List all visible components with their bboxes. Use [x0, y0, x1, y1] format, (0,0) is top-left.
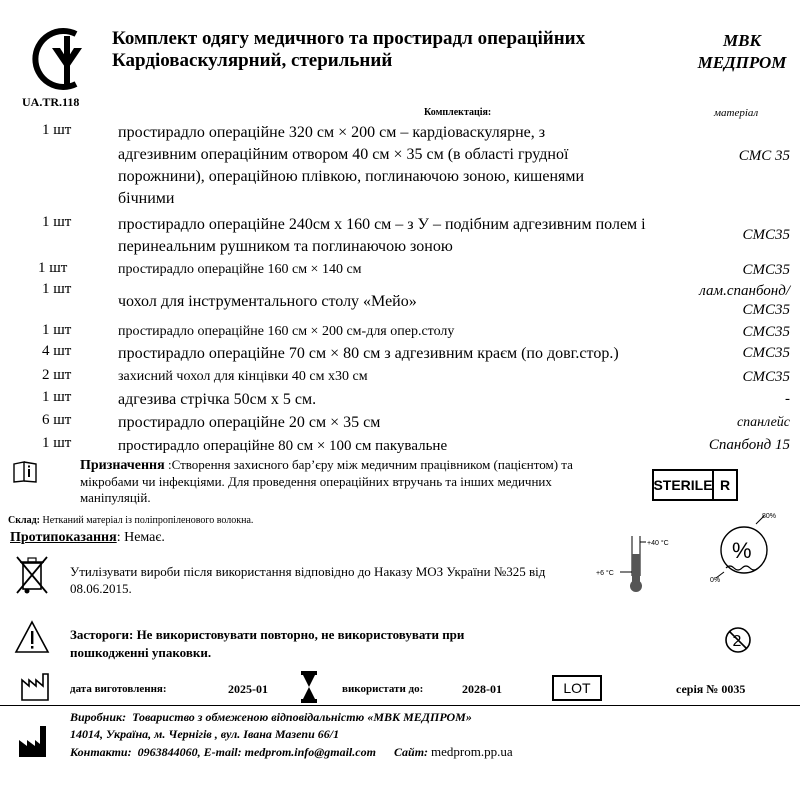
brand-line-1: МВК [723, 31, 761, 50]
row-description: простирадло операційне 160 см × 140 см [118, 262, 362, 277]
temperature-max: +40 °С [647, 540, 669, 547]
humidity-min: 0% [710, 577, 721, 584]
lot-badge: LOT [552, 675, 602, 701]
hourglass-icon [300, 670, 318, 704]
row-description: простирадло операційне 70 см × 80 см з адгезивним краєм (по довг.стор.) [118, 345, 619, 362]
contents-heading: Комплектація: [424, 107, 492, 118]
composition-text: Нетканий матеріал із поліпропіленового волокна. [39, 515, 254, 526]
email-label: E-mail: [203, 745, 242, 759]
row-description: простирадло операційне 160 см × 200 см-для опер.столу [118, 324, 455, 339]
brand-line-2: МЕДПРОМ [697, 53, 787, 72]
warning-label: Застороги [70, 627, 129, 642]
row-quantity: 1 шт [38, 260, 68, 276]
manufacturer-address: 14014, Україна, м. Чернігів , вул. Івана Мазепи 66/1 [70, 727, 340, 741]
series-value: 0035 [721, 682, 746, 696]
warning-text: : Не використовувати повторно, не використовувати при пошкодженні упаковки. [70, 627, 465, 660]
single-use-symbol: 2 [732, 633, 742, 650]
brand-name [692, 30, 792, 74]
humidity-max: 80% [762, 513, 777, 520]
row-description: чохол для інструментального столу «Мейо» [118, 293, 417, 310]
row-quantity: 1 шт [42, 281, 72, 297]
site-label: Сайт: [393, 745, 429, 759]
row-quantity: 2 шт [42, 367, 72, 383]
humidity-symbol: % [732, 538, 752, 563]
instructions-book-icon [12, 460, 38, 484]
contacts-line [70, 744, 513, 760]
material-heading: матеріал [714, 107, 759, 119]
ua-conformity-mark-icon [30, 26, 102, 92]
email-link[interactable]: medprom.info@gmail.com [244, 745, 376, 759]
page-title [112, 28, 585, 72]
certification-code: UA.TR.118 [22, 95, 80, 109]
contraindications-line [10, 530, 165, 546]
row-quantity: 1 шт [42, 122, 72, 138]
purpose-block [80, 457, 590, 506]
series-line [676, 682, 745, 697]
manufacturer-name: Товариство з обмеженою відповідальністю «МВК МЕДПРОМ» [132, 710, 472, 724]
row-material: СМС35 [742, 262, 790, 278]
disposal-text: Утилізувати вироби після використання відповідно до Наказу МОЗ України №325 від 08.06.2015. [70, 564, 546, 596]
row-material: спанлейс [736, 415, 790, 430]
row-quantity: 1 шт [42, 214, 72, 230]
contraindications-text: : Немає. [116, 530, 165, 545]
row-quantity: 1 шт [42, 389, 72, 405]
row-description: простирадло операційне 320 см × 200 см – кардіоваскулярне, з адгезивним операційним отвором 40 см × 35 см (в області грудної порожнини), операційною плівкою, поглинаючою зоною, кишенями бічними [118, 124, 585, 207]
purpose-text: :Створення захисного бар’єру між медичним працівником (пацієнтом) та мікробами чи інфекціями. Для проведення операційних втручань та інших медичних маніпуляцій. [80, 457, 573, 505]
do-not-reuse-icon [724, 626, 752, 654]
row-description: простирадло операційне 80 см × 100 см пакувальне [118, 438, 448, 454]
manufacture-date-value: 2025-01 [228, 682, 268, 696]
row-quantity: 4 шт [42, 343, 72, 359]
row-description: адгезива стрічка 50см х 5 см. [118, 391, 317, 408]
row-description: простирадло операційне 20 см × 35 см [118, 414, 381, 431]
expiry-date-label: використати до: [342, 683, 424, 695]
purpose-label: Призначення [80, 458, 165, 473]
row-description: простирадло операційне 240см х 160 см – з У – подібним адгезивним полем і перинеальним рушником та поглинаючою зоною [118, 216, 646, 255]
row-material: лам.спанбонд/ СМС35 [699, 283, 790, 318]
site-link[interactable]: medprom.pp.ua [431, 744, 513, 759]
series-label: серія № [676, 682, 719, 696]
row-material: - [785, 391, 790, 407]
temperature-min: +6 °С [596, 570, 614, 577]
crossed-bin-icon [14, 553, 50, 597]
manufacturer-label: Виробник: [70, 710, 127, 724]
row-material: СМС 35 [738, 148, 790, 164]
row-material: СМС35 [742, 227, 790, 243]
row-material: СМС35 [742, 369, 790, 385]
row-description: захисний чохол для кінцівки 40 см х30 см [118, 369, 368, 384]
row-material: СМС35 [742, 324, 790, 340]
expiry-date-value: 2028-01 [462, 682, 502, 696]
row-quantity: 6 шт [42, 412, 72, 428]
humidity-limit-icon [706, 510, 786, 588]
title-line-2: Кардіоваскулярний, стерильний [112, 50, 393, 71]
row-quantity: 1 шт [42, 322, 72, 338]
manufacturer-factory-icon [18, 724, 48, 758]
contacts-phone: 0963844060, [137, 745, 201, 759]
manufacturer-line [70, 710, 472, 725]
contacts-label: Контакти: [70, 745, 132, 759]
sterile-method: R [719, 477, 731, 493]
row-quantity: 1 шт [42, 435, 72, 451]
composition-label: Склад: [8, 515, 40, 526]
warning-triangle-icon [14, 620, 50, 654]
title-line-1: Комплект одягу медичного та простирадл операційних [112, 28, 586, 49]
row-material: Спанбонд 15 [708, 437, 790, 453]
sterile-label: STERILE [654, 471, 714, 499]
temperature-limit-icon [592, 530, 682, 596]
divider [0, 705, 800, 706]
sterile-r-badge [652, 469, 738, 501]
row-material: СМС35 [742, 345, 790, 361]
manufacture-date-icon [20, 672, 50, 702]
manufacture-date-label: дата виготовлення: [70, 683, 167, 695]
warning-block [70, 626, 530, 662]
composition-line [8, 515, 253, 526]
contraindications-label: Протипоказання [10, 530, 117, 545]
